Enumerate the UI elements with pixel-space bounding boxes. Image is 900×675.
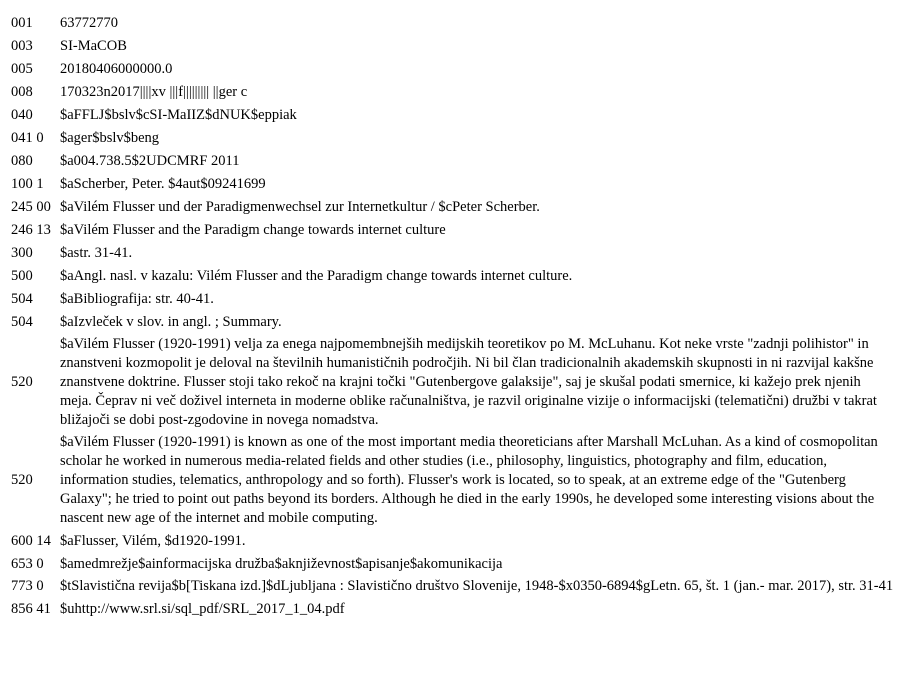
field-tag: 008 — [11, 84, 33, 100]
field-row-080 — [11, 150, 896, 173]
field-value: $aScherber, Peter. $4aut$09241699 — [60, 176, 266, 192]
field-value: $aVilém Flusser and the Paradigm change towards internet culture — [60, 222, 446, 238]
field-tag: 504 — [11, 314, 33, 330]
field-row-500 — [11, 265, 896, 288]
field-tag: 041 0 — [11, 130, 44, 146]
field-value: $a004.738.5$2UDCMRF 2011 — [60, 153, 240, 169]
field-tag: 300 — [11, 245, 33, 261]
field-tag: 500 — [11, 268, 33, 284]
field-value: $aIzvleček v slov. in angl. ; Summary. — [60, 314, 282, 330]
field-row-245 — [11, 196, 896, 219]
field-tag: 080 — [11, 153, 33, 169]
field-tag: 520 — [11, 374, 33, 390]
field-row-856 — [11, 598, 896, 621]
field-value: 20180406000000.0 — [60, 61, 173, 77]
field-tag: 245 00 — [11, 199, 51, 215]
field-row-504 — [11, 311, 896, 334]
field-value: $tSlavistična revija$b[Tiskana izd.]$dLjubljana : Slavistično društvo Slovenije, 1948-$x0350-6894$gLetn. 65, št. 1 (jan.- mar. 2017), str. 31-41 — [60, 578, 894, 594]
field-row-100 — [11, 173, 896, 196]
field-tag: 040 — [11, 107, 33, 123]
field-row-246 — [11, 219, 896, 242]
field-value: $astr. 31-41. — [60, 245, 133, 261]
field-tag: 653 0 — [11, 556, 44, 572]
field-row-008 — [11, 81, 896, 104]
field-row-001 — [11, 12, 896, 35]
field-tag: 001 — [11, 15, 33, 31]
field-value: $aAngl. nasl. v kazalu: Vilém Flusser and the Paradigm change towards internet culture. — [60, 268, 573, 284]
field-tag: 246 13 — [11, 222, 51, 238]
field-value: $aFFLJ$bslv$cSI-MaIIZ$dNUK$eppiak — [60, 107, 297, 123]
marc-record-table — [11, 12, 896, 621]
field-tag: 856 41 — [11, 601, 51, 617]
field-value: $aBibliografija: str. 40-41. — [60, 291, 214, 307]
field-row-003 — [11, 35, 896, 58]
field-value: $uhttp://www.srl.si/sql_pdf/SRL_2017_1_04.pdf — [60, 601, 345, 617]
field-tag: 600 14 — [11, 533, 51, 549]
field-row-600 — [11, 530, 896, 553]
field-value: $aVilém Flusser und der Paradigmenwechsel zur Internetkultur / $cPeter Scherber. — [60, 199, 540, 215]
field-tag: 100 1 — [11, 176, 44, 192]
field-tag: 003 — [11, 38, 33, 54]
field-tag: 773 0 — [11, 578, 44, 594]
field-value: SI-MaCOB — [60, 38, 127, 54]
field-tag: 520 — [11, 472, 33, 488]
field-tag: 504 — [11, 291, 33, 307]
field-value: $amedmrežje$ainformacijska družba$aknjiževnost$apisanje$akomunikacija — [60, 556, 503, 572]
field-row-653 — [11, 553, 896, 576]
field-row-005 — [11, 58, 896, 81]
field-value: $aVilém Flusser (1920-1991) velja za enega najpomembnejših medijskih teoretikov po M. McLuhanu. Kot neke vrste "zadnji polihistor" in znanstveni kozmopolit je deloval na številnih humanističnih področjih. Ni bil član tradicionalnih akademskih skupnosti in ni razvijal kakšne znanstvene doktrine. Flusser stoji tako rekoč na krajni točki "Gutenbergove galaksije", saj je skušal podati smernice, ki kažejo prek njenih meja. Čeprav ni več doživel interneta in moderne oblike računalništva, je razvil originalne vizije o informacijski (telematični) družbi v takrat bližajoči se dobi post-zgodovine in novega nomadstva. — [60, 336, 877, 428]
field-value: 170323n2017||||xv |||f||||||||| ||ger c — [60, 84, 248, 100]
field-row-300 — [11, 242, 896, 265]
field-value: $aVilém Flusser (1920-1991) is known as one of the most important media theoreticians after Marshall McLuhan. As a kind of cosmopolitan scholar he worked in numerous media-related fields and other studies (i.e., philosophy, linguistics, photography and film, education, information studies, telematics, anthropology and so forth). Flusser's work is located, so to speak, at an extreme edge of the "Gutenberg Galaxy"; he tried to point out paths beyond its borders. Although he died in the early 1990s, he developed some interesting visions about the nascent new age of the internet and mobile computing. — [60, 434, 878, 526]
field-row-520 — [11, 334, 896, 432]
field-value: 63772770 — [60, 15, 118, 31]
field-row-504 — [11, 288, 896, 311]
field-value: $aFlusser, Vilém, $d1920-1991. — [60, 533, 246, 549]
field-row-041 — [11, 127, 896, 150]
field-tag: 005 — [11, 61, 33, 77]
field-value: $ager$bslv$beng — [60, 130, 160, 146]
field-row-773 — [11, 576, 896, 598]
field-row-520 — [11, 432, 896, 530]
field-row-040 — [11, 104, 896, 127]
